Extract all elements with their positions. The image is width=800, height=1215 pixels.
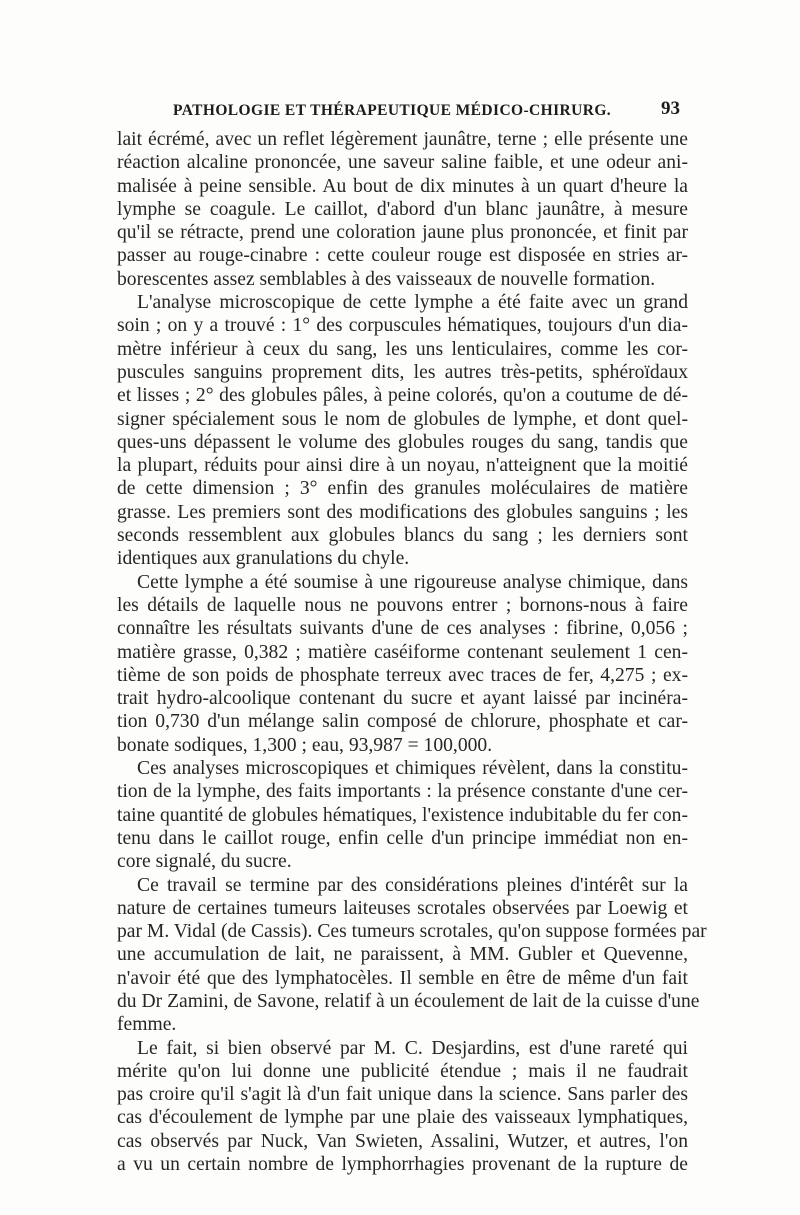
text-line: nature de certaines tumeurs laiteuses scrotales observées par Loewig et [117,897,688,919]
text-line: de cette dimension ; 3° enfin des granules moléculaires de matière [117,478,688,500]
text-line: tion 0,730 d'un mélange salin composé de chlorure, phosphate et car- [117,711,688,733]
text-line: tième de son poids de phosphate terreux avec traces de fer, 4,275 ; ex- [117,664,688,686]
text-line: et lisses ; 2° des globules pâles, à peine colorés, qu'on a coutume de dé- [117,385,688,407]
text-line: réaction alcaline prononcée, une saveur saline faible, et une odeur ani- [117,152,688,174]
running-title: PATHOLOGIE ET THÉRAPEUTIQUE MÉDICO-CHIRURG. [173,102,612,119]
page-number: 93 [661,98,680,119]
text-line: une accumulation de lait, ne paraissent, à MM. Gubler et Quevenne, [117,944,688,966]
paragraph [117,571,688,757]
text-line: connaître les résultats suivants d'une de ces analyses : fibrine, 0,056 ; [117,618,688,640]
text-line: bonate sodiques, 1,300 ; eau, 93,987 = 100,000. [117,734,493,756]
text-line: soin ; on y a trouvé : 1° des corpuscules hématiques, toujours d'un dia- [117,315,688,337]
text-line: identiques aux granulations du chyle. [117,548,410,570]
paragraph [117,291,688,571]
paragraph [117,1037,688,1177]
text-line: lait écrémé, avec un reflet légèrement jaunâtre, terne ; elle présente une [117,129,688,150]
text-line: du Dr Zamini, de Savone, relatif à un écoulement de lait de la cuisse d'une [117,990,700,1012]
text-line: matière grasse, 0,382 ; matière caséiforme contenant seulement 1 cen- [117,641,688,663]
text-line: passer au rouge-cinabre : cette couleur rouge est disposée en stries ar- [117,245,688,267]
text-line: cas observés par Nuck, Van Swieten, Assalini, Wutzer, et autres, l'on [117,1130,688,1152]
text-line: qu'il se rétracte, prend une coloration jaune plus prononcée, et finit par [117,222,688,244]
text-line: core signalé, du sucre. [117,851,292,873]
text-line: signer spécialement sous le nom de globules de lymphe, et dont quel- [117,408,688,430]
text-line: borescentes assez semblables à des vaisseaux de nouvelle formation. [117,268,656,290]
text-line: tion de la lymphe, des faits importants : la présence constante d'une cer- [117,781,688,803]
text-line: Ces analyses microscopiques et chimiques révèlent, dans la constitu- [137,758,688,780]
text-line: par M. Vidal (de Cassis). Ces tumeurs scrotales, qu'on suppose formées par [117,921,707,943]
paragraph [117,757,688,873]
text-line: taine quantité de globules hématiques, l'existence indubitable du fer con- [117,804,688,826]
text-line: trait hydro-alcoolique contenant du sucre et ayant laissé par incinéra- [117,688,688,710]
text-line: les détails de laquelle nous ne pouvons entrer ; bornons-nous à faire [117,594,688,616]
text-line: mètre inférieur à ceux du sang, les uns lenticulaires, comme les cor- [117,338,688,360]
text-line: femme. [117,1014,177,1036]
body-text [117,128,707,1176]
text-line: tenu dans le caillot rouge, enfin celle d'un principe immédiat non en- [117,827,688,849]
text-line: malisée à peine sensible. Au bout de dix minutes à un quart d'heure la [117,175,688,197]
text-line: cas d'écoulement de lymphe par une plaie des vaisseaux lymphatiques, [117,1107,688,1129]
page-header [117,96,680,122]
paragraph [117,874,707,1037]
text-line: grasse. Les premiers sont des modifications des globules sanguins ; les [117,501,688,523]
text-line: la plupart, réduits pour ainsi dire à un noyau, n'atteignent que la moitié [117,455,688,477]
paragraph [117,128,688,291]
text-line: mérite qu'on lui donne une publicité étendue ; mais il ne faudrait [117,1060,688,1082]
text-line: ques-uns dépassent le volume des globules rouges du sang, tandis que [117,431,688,453]
text-line: seconds ressemblent aux globules blancs du sang ; les derniers sont [117,525,688,547]
text-line: lymphe se coagule. Le caillot, d'abord d'un blanc jaunâtre, à mesure [117,198,688,220]
text-line: Cette lymphe a été soumise à une rigoureuse analyse chimique, dans [137,571,688,593]
text-line: pas croire qu'il s'agit là d'un fait unique dans la science. Sans parler des [117,1084,688,1106]
text-line: a vu un certain nombre de lymphorrhagies provenant de la rupture de [117,1154,688,1176]
text-line: Le fait, si bien observé par M. C. Desjardins, est d'une rareté qui [137,1037,688,1059]
text-line: Ce travail se termine par des considérations pleines d'intérêt sur la [137,874,688,896]
text-line: L'analyse microscopique de cette lymphe a été faite avec un grand [137,292,688,314]
text-line: puscules sanguins proprement dits, les autres très-petits, sphéroïdaux [117,361,688,383]
text-line: n'avoir été que des lymphatocèles. Il semble en être de même d'un fait [117,967,688,989]
